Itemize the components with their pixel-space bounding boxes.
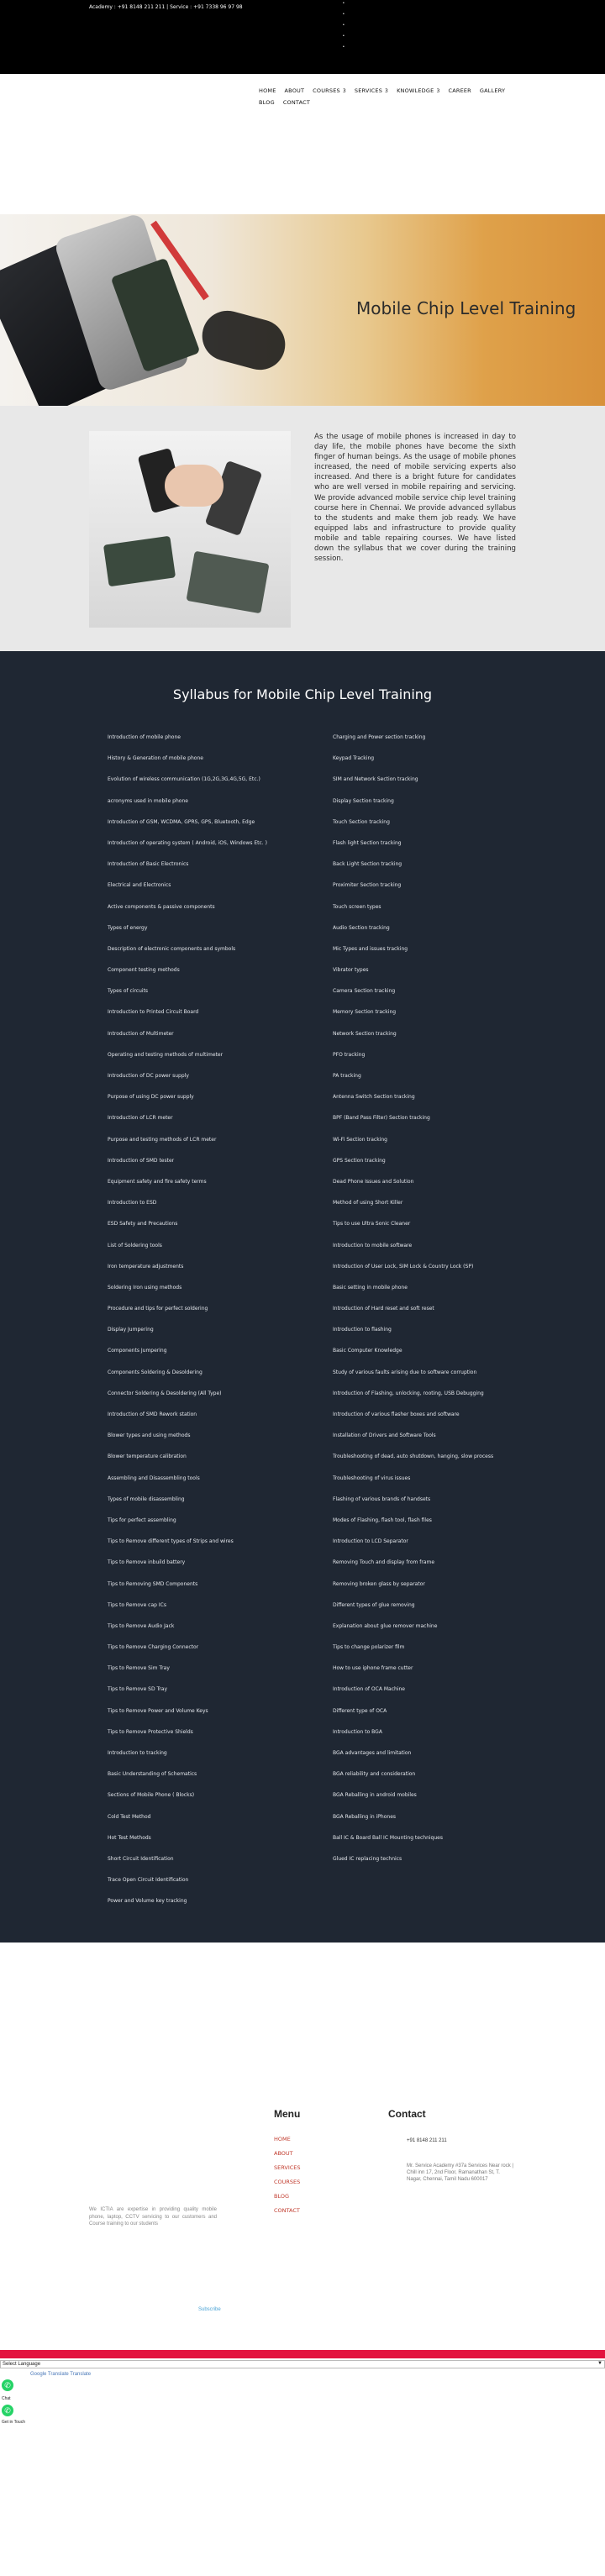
- syllabus-item: Installation of Drivers and Software Tools: [333, 1433, 436, 1439]
- syllabus-item: Troubleshooting of virus issues: [333, 1475, 411, 1481]
- syllabus-item: Tips to Remove SD Tray: [108, 1686, 167, 1693]
- syllabus-item: Mic Types and issues tracking: [333, 945, 408, 952]
- syllabus-item: Purpose of using DC power supply: [108, 1094, 194, 1101]
- syllabus-item: Introduction of LCR meter: [108, 1115, 173, 1122]
- syllabus-item: Touch Section tracking: [333, 818, 390, 825]
- syllabus-item: Types of energy: [108, 924, 148, 931]
- syllabus-item: Introduction of various flasher boxes and software: [333, 1412, 460, 1417]
- syllabus-item: Tips to change polarizer film: [333, 1644, 405, 1651]
- syllabus-item: Components Jumpering: [108, 1348, 167, 1354]
- topbar-contact-info: Academy : +91 8148 211 211 | Service : +91 7338 96 97 98: [89, 4, 243, 10]
- syllabus-item: BGA reliability and consideration: [333, 1771, 416, 1778]
- syllabus-item: Vibrator types: [333, 967, 369, 974]
- chevron-down-icon: ▼: [597, 2361, 602, 2366]
- whatsapp-icon[interactable]: ✆: [2, 2379, 13, 2391]
- syllabus-item: Sections of Mobile Phone ( Blocks): [108, 1792, 195, 1799]
- submenu-count: 3: [436, 88, 440, 94]
- intro-repair-image: [89, 431, 291, 628]
- nav-item-about[interactable]: [285, 87, 305, 94]
- nav-item-label: COURSES: [313, 87, 340, 94]
- syllabus-item: Tips to Remove cap ICs: [108, 1601, 166, 1608]
- syllabus-item: Introduction to ESD: [108, 1200, 157, 1207]
- nav-item-knowledge[interactable]: [397, 87, 439, 94]
- syllabus-item: Keypad Tracking: [333, 755, 375, 762]
- topbar-dot: •: [343, 12, 345, 17]
- syllabus-item: Tips for perfect assembling: [108, 1517, 176, 1523]
- syllabus-item: Introduction to LCD Separator: [333, 1538, 408, 1545]
- nav-item-label: KNOWLEDGE: [397, 87, 434, 94]
- whatsapp-chat-label: Chat: [2, 2396, 11, 2401]
- syllabus-item: Basic Understanding of Schematics: [108, 1771, 197, 1778]
- nav-item-gallery[interactable]: [480, 87, 505, 94]
- syllabus-item: Tips to use Ultra Sonic Cleaner: [333, 1221, 411, 1228]
- footer-menu-about[interactable]: ABOUT: [274, 2150, 293, 2157]
- syllabus-item: PFO tracking: [333, 1051, 366, 1058]
- whatsapp-touch-label: Get in Touch: [2, 2420, 25, 2425]
- syllabus-item: Ball IC & Board Ball IC Mounting techniques: [333, 1834, 443, 1841]
- syllabus-item: Introduction of Multimeter: [108, 1030, 174, 1037]
- syllabus-item: Tips to Remove Sim Tray: [108, 1665, 170, 1672]
- syllabus-item: Audio Section tracking: [333, 924, 390, 931]
- syllabus-item: Basic Computer Knowledge: [333, 1348, 402, 1354]
- syllabus-item: BPF (Band Pass Filter) Section tracking: [333, 1115, 430, 1122]
- nav-item-career[interactable]: [448, 87, 471, 94]
- footer-menu-blog[interactable]: BLOG: [274, 2193, 290, 2200]
- syllabus-item: Modes of Flashing, flash tool, flash files: [333, 1517, 432, 1523]
- syllabus-item: How to use iphone frame cutter: [333, 1665, 413, 1672]
- syllabus-item: Tips to Remove Protective Shields: [108, 1728, 193, 1735]
- language-select-label: Select Language: [3, 2362, 41, 2367]
- whatsapp-icon[interactable]: ✆: [2, 2405, 13, 2416]
- syllabus-item: History & Generation of mobile phone: [108, 755, 203, 762]
- syllabus-title: Syllabus for Mobile Chip Level Training: [172, 686, 433, 702]
- nav-item-label: CAREER: [448, 87, 471, 94]
- nav-item-label: GALLERY: [479, 87, 506, 94]
- syllabus-item: Power and Volume key tracking: [108, 1898, 187, 1905]
- syllabus-item: List of Soldering tools: [108, 1242, 162, 1249]
- footer-subscribe-link[interactable]: Subscribe: [198, 2307, 221, 2312]
- syllabus-left-column: [108, 735, 267, 1921]
- nav-item-label: ABOUT: [284, 87, 305, 94]
- syllabus-item: BGA advantages and limitation: [333, 1750, 412, 1756]
- syllabus-item: Blower temperature calibration: [108, 1454, 187, 1460]
- syllabus-item: Tips to Remove Charging Connector: [108, 1644, 199, 1651]
- syllabus-item: Tips to Remove inbuild battery: [108, 1559, 186, 1566]
- syllabus-item: Assembling and Disassembling tools: [108, 1475, 200, 1481]
- nav-item-home[interactable]: [259, 87, 276, 94]
- syllabus-item: PA tracking: [333, 1073, 361, 1079]
- syllabus-item: Short Circuit Identification: [108, 1855, 174, 1862]
- syllabus-item: Different type of OCA: [333, 1707, 387, 1714]
- syllabus-item: Introduction of SMD tester: [108, 1157, 175, 1164]
- syllabus-item: Introduction of Flashing, unlocking, rooting, USB Debugging: [333, 1390, 484, 1396]
- topbar-dots: [343, 2, 345, 50]
- syllabus-item: Introduction to mobile software: [333, 1242, 413, 1249]
- syllabus-item: Wi-Fi Section tracking: [333, 1136, 387, 1143]
- syllabus-item: Tips to Remove different types of Strips and wires: [108, 1538, 234, 1545]
- syllabus-item: Equipment safety and fire safety terms: [108, 1178, 207, 1185]
- syllabus-item: Dead Phone Issues and Solution: [333, 1178, 414, 1185]
- hero-title: Mobile Chip Level Training: [356, 298, 576, 318]
- syllabus-item: BGA Reballing in android mobiles: [333, 1792, 417, 1799]
- language-select[interactable]: [0, 2360, 605, 2368]
- syllabus-item: Camera Section tracking: [333, 988, 396, 995]
- submenu-count: 3: [385, 88, 389, 94]
- syllabus-item: Introduction of Basic Electronics: [108, 861, 189, 868]
- syllabus-item: Introduction to BGA: [333, 1728, 382, 1735]
- nav-item-label: CONTACT: [282, 99, 311, 106]
- topbar-dot: •: [343, 1, 345, 6]
- syllabus-item: Flash light Section tracking: [333, 839, 402, 846]
- syllabus-item: Method of using Short Killer: [333, 1200, 403, 1207]
- syllabus-item: BGA Reballing in iPhones: [333, 1813, 397, 1820]
- syllabus-item: Component testing methods: [108, 967, 180, 974]
- syllabus-item: Evolution of wireless communication (1G,2G,3G,4G,5G, Etc.): [108, 776, 260, 783]
- syllabus-item: acronyms used in mobile phone: [108, 797, 188, 804]
- topbar-dot: •: [343, 45, 345, 50]
- syllabus-item: ESD Safety and Precautions: [108, 1221, 178, 1228]
- syllabus-item: Flashing of various brands of handsets: [333, 1496, 431, 1502]
- syllabus-section: [0, 651, 605, 1943]
- footer-menu-courses[interactable]: COURSES: [274, 2179, 301, 2185]
- footer-about-text: We ICTIA are expertise in providing quality mobile phone, laptop, CCTV servicing to our customers and Course training to our students: [89, 2207, 217, 2226]
- syllabus-item: Active components & passive components: [108, 903, 215, 910]
- syllabus-item: Introduction of operating system ( Android, iOS, Windows Etc. ): [108, 839, 267, 846]
- syllabus-item: Operating and testing methods of multimeter: [108, 1051, 224, 1058]
- image-hands-shape: [165, 465, 224, 507]
- topbar-dot: •: [343, 23, 345, 28]
- hero-tool-image: [197, 305, 291, 376]
- syllabus-item: Introduction of GSM, WCDMA, GPRS, GPS, Bluetooth, Edge: [108, 818, 255, 825]
- syllabus-item: Network Section tracking: [333, 1030, 397, 1037]
- syllabus-item: SIM and Network Section tracking: [333, 776, 418, 783]
- syllabus-item: Introduction to flashing: [333, 1327, 392, 1333]
- image-board-shape: [186, 551, 269, 614]
- syllabus-item: GPS Section tracking: [333, 1157, 386, 1164]
- syllabus-item: Tips to Removing SMD Components: [108, 1580, 198, 1587]
- nav-item-blog[interactable]: [259, 99, 275, 106]
- hero-banner: [0, 214, 605, 406]
- syllabus-item: Removing broken glass by separator: [333, 1580, 425, 1587]
- submenu-count: 3: [342, 88, 346, 94]
- syllabus-item: Hot Test Methods: [108, 1834, 151, 1841]
- footer-menu-list: [274, 2136, 301, 2214]
- nav-item-contact[interactable]: [283, 99, 310, 106]
- syllabus-item: Introduction to tracking: [108, 1750, 167, 1756]
- syllabus-item: Display Section tracking: [333, 797, 394, 804]
- syllabus-item: Types of circuits: [108, 988, 149, 995]
- footer-menu-services[interactable]: SERVICES: [274, 2164, 301, 2171]
- footer-contact-title: Contact: [388, 2108, 426, 2120]
- syllabus-item: Explanation about glue remover machine: [333, 1622, 438, 1629]
- nav-item-courses[interactable]: [313, 87, 346, 94]
- footer-menu-home[interactable]: HOME: [274, 2136, 291, 2142]
- syllabus-item: Introduction to Printed Circuit Board: [108, 1009, 199, 1016]
- syllabus-item: Study of various faults arising due to software corruption: [333, 1369, 477, 1375]
- syllabus-right-column: [333, 735, 493, 1878]
- syllabus-item: Removing Touch and display from frame: [333, 1559, 435, 1566]
- syllabus-item: Introduction of Hard reset and soft reset: [333, 1306, 434, 1312]
- syllabus-item: Antenna Switch Section tracking: [333, 1094, 415, 1101]
- syllabus-item: Blower types and using methods: [108, 1433, 191, 1439]
- footer-menu-title: Menu: [274, 2108, 301, 2120]
- topbar-dot: •: [343, 34, 345, 39]
- main-nav: [259, 87, 511, 106]
- syllabus-item: Introduction of OCA Machine: [333, 1686, 405, 1693]
- syllabus-item: Tips to Remove Power and Volume Keys: [108, 1707, 208, 1714]
- google-translate-link[interactable]: Google Translate Translate: [30, 2372, 92, 2377]
- syllabus-item: Troubleshooting of dead, auto shutdown, hanging, slow process: [333, 1454, 494, 1460]
- syllabus-item: Display Jumpering: [108, 1327, 154, 1333]
- top-bar: [0, 0, 605, 74]
- nav-item-label: BLOG: [259, 99, 275, 106]
- footer-address: Mr. Service Academy #37a Services Near rock | Chill inn 17, 2nd Floor, Ramanathan St, T. Nagar, Chennai, Tamil Nadu 600017: [407, 2163, 513, 2182]
- intro-section: [0, 406, 605, 651]
- syllabus-item: Introduction of User Lock, SIM Lock & Country Lock (SP): [333, 1263, 474, 1270]
- nav-item-label: HOME: [259, 87, 276, 94]
- footer-menu-contact[interactable]: CONTACT: [274, 2207, 300, 2214]
- syllabus-item: Introduction of DC power supply: [108, 1073, 189, 1079]
- nav-item-services[interactable]: [355, 87, 388, 94]
- image-board-shape: [103, 536, 176, 587]
- syllabus-item: Components Soldering & Desoldering: [108, 1369, 203, 1375]
- syllabus-item: Description of electronic components and symbols: [108, 945, 236, 952]
- intro-text: As the usage of mobile phones is increased in day to day life, the mobile phones have become the sixth finger of human beings. As the usage of mobile phones increased, the need of mobile servicing experts also increased. And there is a bright future for candidates who are well versed in mobile repairing and servicing. We provide advanced mobile service chip level training course here in Chennai. We provide advanced syllabus to the students and make them job ready. We have equipped labs and infrastructure to provide quality mobile and table repairing courses. We have listed down the syllabus that we cover during the training session.: [314, 433, 516, 564]
- syllabus-item: Iron temperature adjustments: [108, 1263, 184, 1270]
- syllabus-item: Memory Section tracking: [333, 1009, 397, 1016]
- footer-phone[interactable]: +91 8148 211 211: [407, 2138, 447, 2143]
- syllabus-item: Soldering Iron using methods: [108, 1284, 182, 1291]
- syllabus-item: Trace Open Circuit Identification: [108, 1877, 189, 1884]
- syllabus-item: Back Light Section tracking: [333, 861, 402, 868]
- syllabus-item: Electrical and Electronics: [108, 882, 171, 889]
- syllabus-item: Purpose and testing methods of LCR meter: [108, 1136, 217, 1143]
- syllabus-item: Types of mobile disassembling: [108, 1496, 185, 1502]
- syllabus-item: Glued IC replacing technics: [333, 1855, 402, 1862]
- syllabus-item: Introduction of mobile phone: [108, 734, 181, 740]
- red-divider-bar: [0, 2350, 605, 2358]
- syllabus-item: Introduction of SMD Rework station: [108, 1412, 197, 1417]
- syllabus-item: Procedure and tips for perfect soldering: [108, 1306, 208, 1312]
- syllabus-item: Connector Soldering & Desoldering (All Type): [108, 1390, 222, 1396]
- syllabus-item: Proximiter Section tracking: [333, 882, 402, 889]
- syllabus-item: Charging and Power section tracking: [333, 734, 426, 740]
- nav-item-label: SERVICES: [354, 87, 383, 94]
- syllabus-item: Basic setting in mobile phone: [333, 1284, 408, 1291]
- syllabus-item: Different types of glue removing: [333, 1601, 415, 1608]
- syllabus-item: Cold Test Method: [108, 1813, 151, 1820]
- syllabus-item: Tips to Remove Audio Jack: [108, 1622, 175, 1629]
- syllabus-item: Touch screen types: [333, 903, 381, 910]
